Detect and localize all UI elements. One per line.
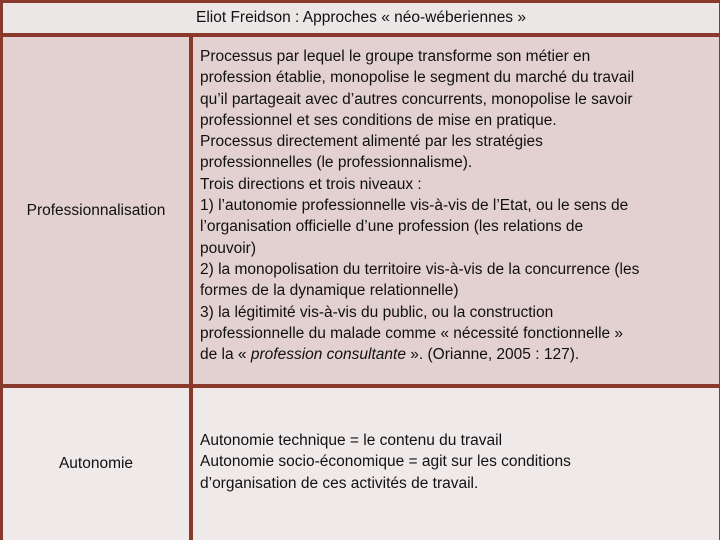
citation-italic-term: profession consultante [250, 346, 406, 364]
text-line: professionnelle du malade comme « nécessité fonctionnelle » [200, 324, 624, 342]
text-line: Autonomie technique = le contenu du travail [200, 432, 503, 449]
text-line: l’organisation officielle d’une profession (les relations de [200, 218, 584, 236]
text-line: Autonomie socio-économique = agit sur les conditions [200, 453, 571, 471]
row-content-professionnalisation [193, 37, 719, 384]
text-line: Processus par lequel le groupe transforme son métier en [200, 48, 591, 65]
text-line: d’organisation de ces activités de travail. [200, 474, 479, 492]
text-line: qu’il partageait avec d’autres concurrents, monopolise le savoir [200, 90, 633, 108]
citation-prefix: de la « [200, 346, 251, 364]
row-label-professionnalisation: Professionnalisation [3, 37, 189, 384]
text-line: Processus directement alimenté par les stratégies [200, 133, 543, 151]
row-label-autonomie: Autonomie [3, 388, 189, 540]
text-line: 1) l’autonomie professionnelle vis-à-vis de l’Etat, ou le sens de [200, 197, 629, 215]
text-line: profession établie, monopolise le segment du marché du travail [200, 69, 635, 87]
text-line: professionnelles (le professionnalisme). [200, 154, 473, 172]
text-line: professionnel et ses conditions de mise en pratique. [200, 111, 557, 129]
table-title: Eliot Freidson : Approches « néo-wéberiennes » [3, 3, 719, 33]
citation-line [200, 344, 715, 365]
text-line: pouvoir) [200, 239, 256, 257]
citation-suffix: ». (Orianne, 2005 : 127). [405, 346, 580, 364]
row-content-autonomie [193, 388, 719, 540]
text-line: formes de la dynamique relationnelle) [200, 282, 459, 300]
text-line: Trois directions et trois niveaux : [200, 175, 422, 193]
text-line: 2) la monopolisation du territoire vis-à-vis de la concurrence (les [200, 260, 640, 278]
text-line: 3) la légitimité vis-à-vis du public, ou la construction [200, 303, 554, 321]
